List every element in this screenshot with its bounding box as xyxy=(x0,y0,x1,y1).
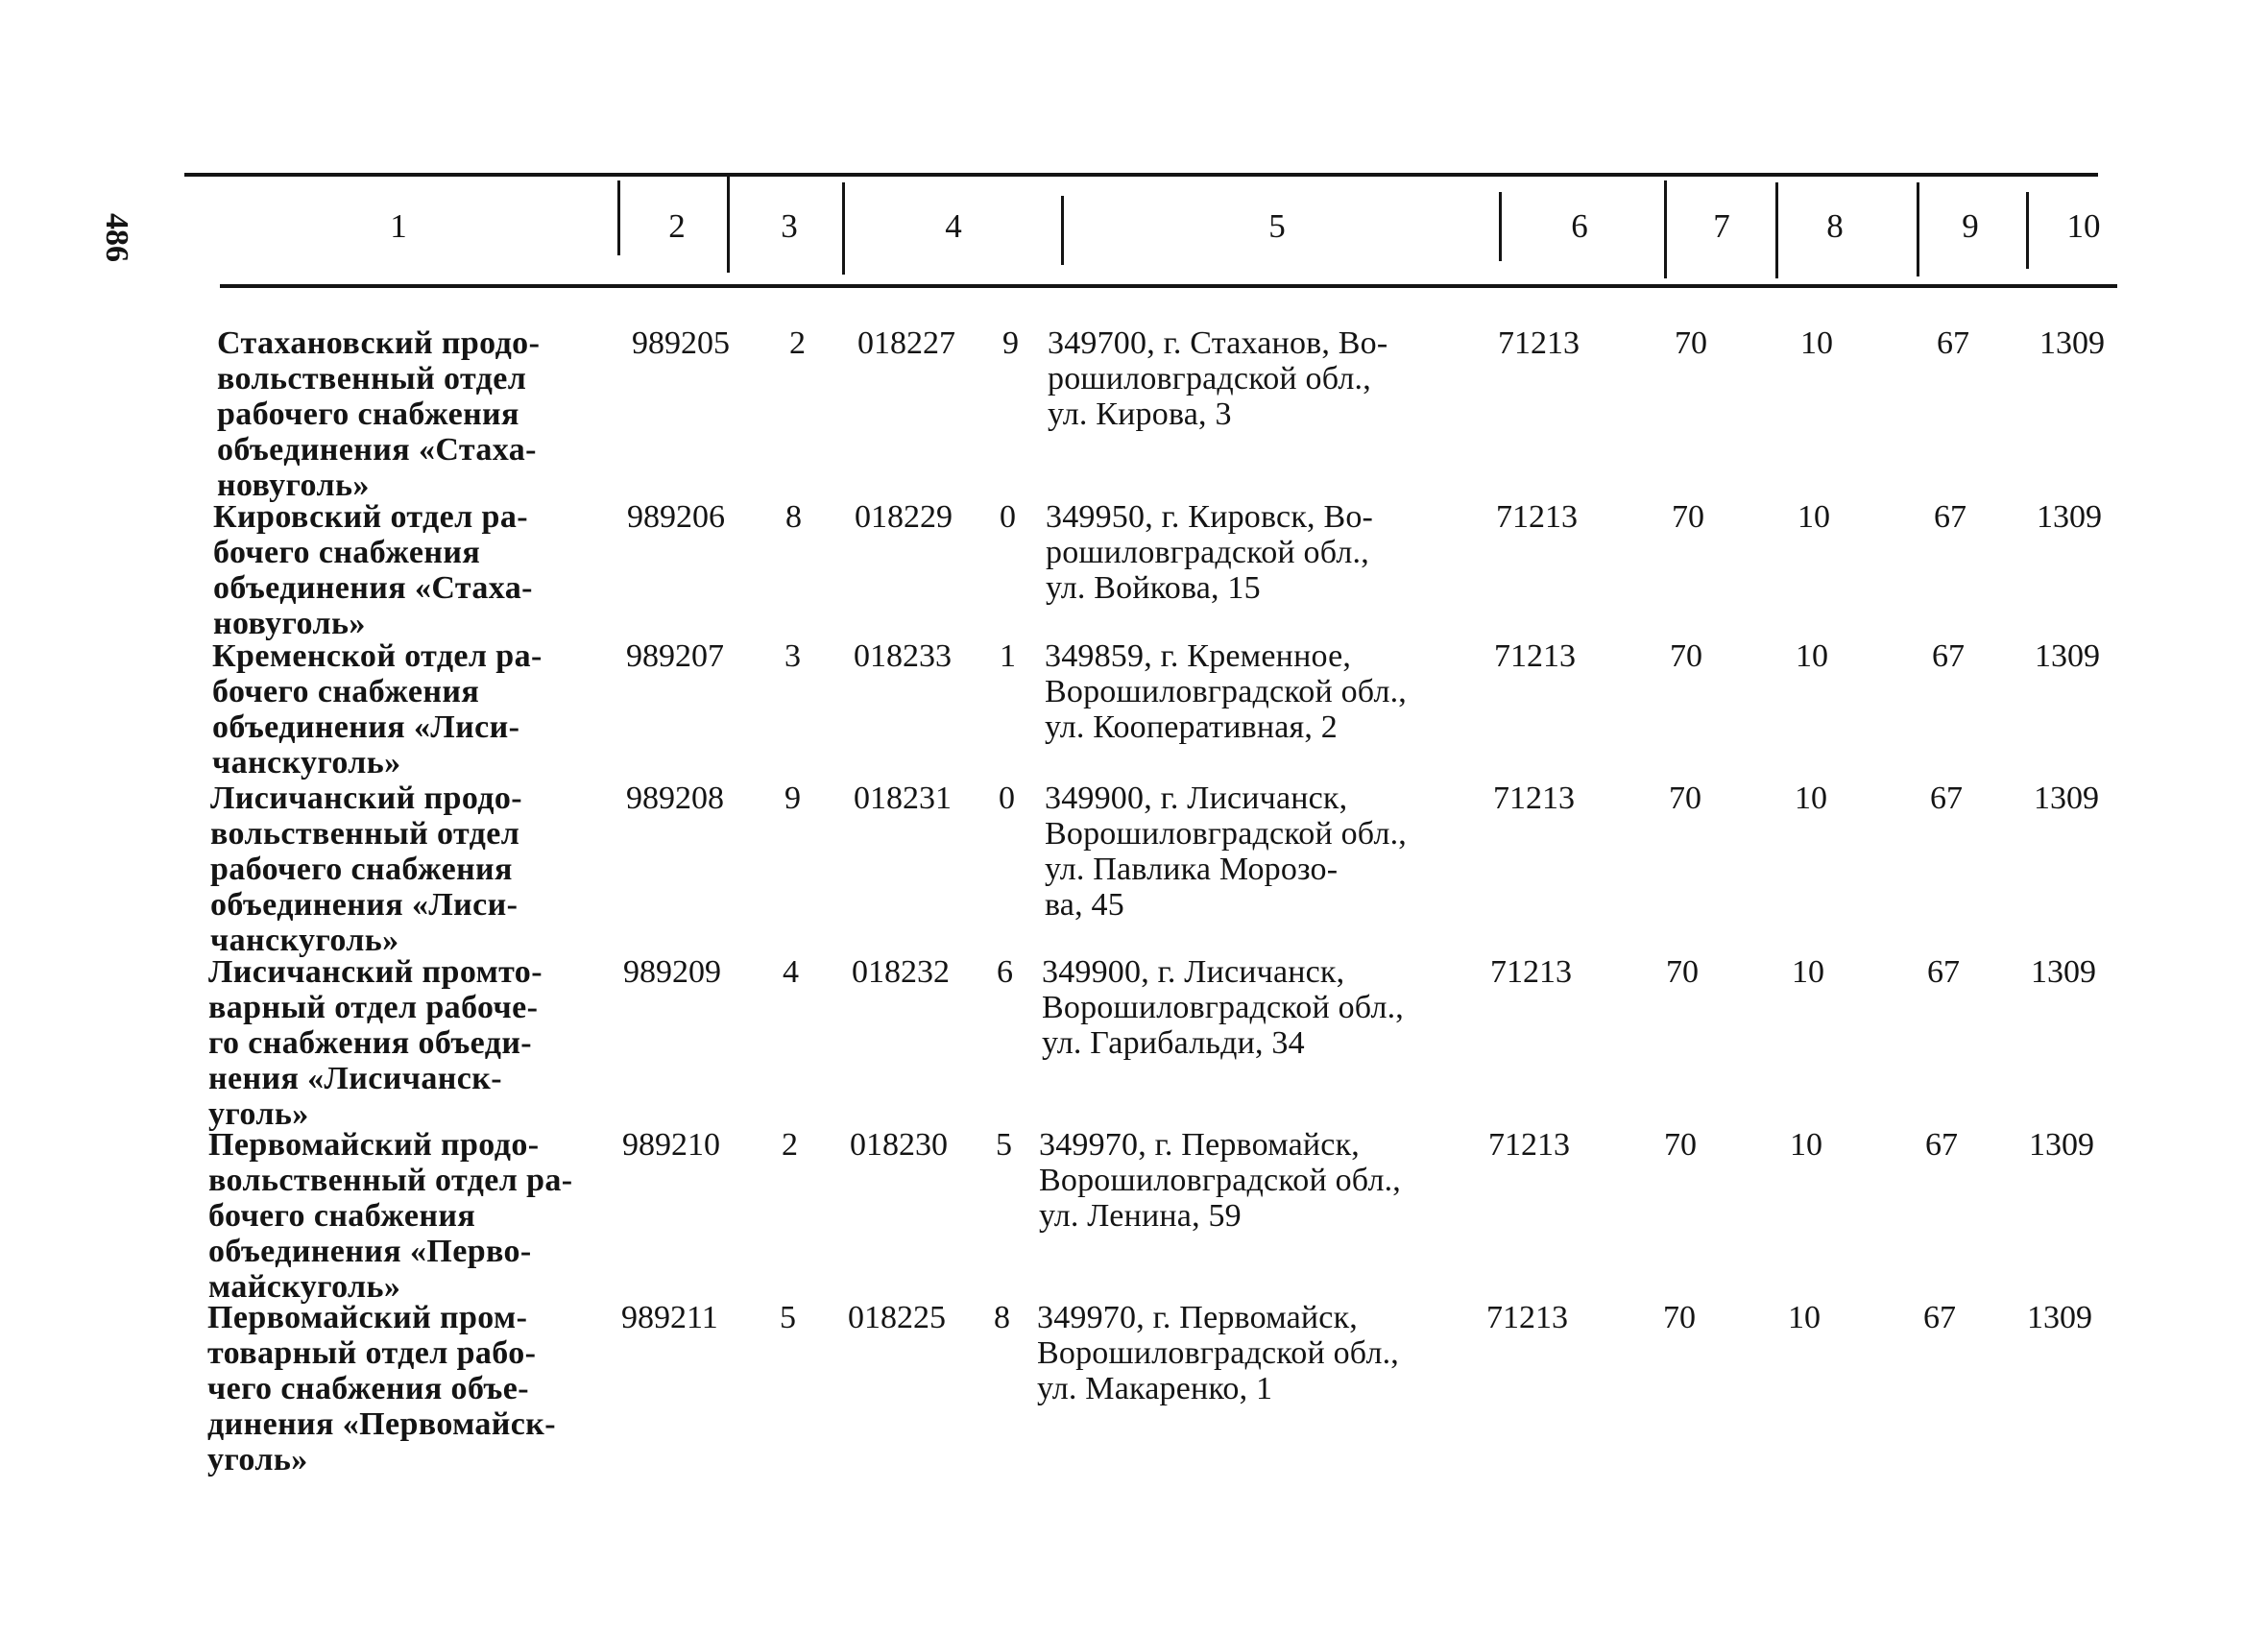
code-col3: 3 xyxy=(784,638,801,674)
code-col6: 71213 xyxy=(1488,1127,1570,1163)
address-line: 349950, г. Кировск, Во- xyxy=(1046,499,1374,535)
code-col3: 5 xyxy=(780,1300,796,1335)
code-col4: 018233 xyxy=(854,638,952,674)
code-col9: 67 xyxy=(1934,499,1966,535)
column-separator xyxy=(1061,196,1064,265)
column-header-6: 6 xyxy=(1571,207,1588,245)
org-name-line: вольственный отдел xyxy=(210,816,520,852)
address-line: ва, 45 xyxy=(1045,887,1124,923)
code-col4-check: 0 xyxy=(1000,499,1016,535)
code-col8: 10 xyxy=(1800,325,1833,361)
code-col4-check: 1 xyxy=(1000,638,1016,674)
address-line: Ворошиловградской обл., xyxy=(1039,1163,1402,1198)
column-header-1: 1 xyxy=(390,207,407,245)
column-header-10: 10 xyxy=(2066,207,2101,245)
address-line: ул. Павлика Морозо- xyxy=(1045,852,1339,887)
org-name-line: новуголь» xyxy=(217,468,370,503)
address-line: Ворошиловградской обл., xyxy=(1045,816,1408,852)
column-header-9: 9 xyxy=(1962,207,1979,245)
code-col8: 10 xyxy=(1792,954,1824,990)
code-col10: 1309 xyxy=(2034,780,2099,816)
org-name-line: объединения «Лиси- xyxy=(210,887,519,923)
code-col10: 1309 xyxy=(2035,638,2100,674)
org-name-line: чего снабжения объе- xyxy=(207,1371,529,1406)
code-col4: 018227 xyxy=(857,325,955,361)
address-line: Ворошиловградской обл., xyxy=(1042,990,1405,1025)
code-col3: 2 xyxy=(789,325,806,361)
code-col3: 2 xyxy=(782,1127,798,1163)
column-header-4: 4 xyxy=(945,207,962,245)
code-col4: 018232 xyxy=(852,954,950,990)
org-name-line: объединения «Перво- xyxy=(208,1234,532,1269)
code-col10: 1309 xyxy=(2037,499,2102,535)
code-col10: 1309 xyxy=(2029,1127,2094,1163)
code-col4: 018230 xyxy=(850,1127,948,1163)
org-name-line: Первомайский пром- xyxy=(207,1300,528,1335)
column-separator xyxy=(2026,192,2029,269)
code-col10: 1309 xyxy=(2039,325,2105,361)
org-name-line: чанскуголь» xyxy=(210,923,399,958)
address-line: 349970, г. Первомайск, xyxy=(1039,1127,1361,1163)
column-separator xyxy=(1917,182,1919,276)
column-header-2: 2 xyxy=(668,207,686,245)
column-header-7: 7 xyxy=(1713,207,1730,245)
org-name-line: бочего снабжения xyxy=(213,535,481,570)
address-line: 349859, г. Кременное, xyxy=(1045,638,1352,674)
org-name-line: динения «Первомайск- xyxy=(207,1406,556,1442)
org-name-line: Первомайский продо- xyxy=(208,1127,540,1163)
org-name-line: Кировский отдел ра- xyxy=(213,499,528,535)
org-name xyxy=(213,499,533,641)
table-top-rule xyxy=(184,173,2098,177)
code-col7: 70 xyxy=(1664,1127,1697,1163)
code-col7: 70 xyxy=(1663,1300,1696,1335)
address-line: рошиловградской обл., xyxy=(1048,361,1371,396)
org-name xyxy=(217,325,540,503)
address xyxy=(1045,780,1407,923)
code-col2: 989211 xyxy=(621,1300,718,1335)
column-separator xyxy=(1775,182,1778,278)
code-col9: 67 xyxy=(1937,325,1969,361)
code-col2: 989210 xyxy=(622,1127,720,1163)
org-name-line: новуголь» xyxy=(213,606,366,641)
org-name-line: Лисичанский продо- xyxy=(210,780,522,816)
address-line: Ворошиловградской обл., xyxy=(1045,674,1408,709)
column-header-8: 8 xyxy=(1826,207,1844,245)
org-name-line: чанскуголь» xyxy=(212,745,401,780)
org-name xyxy=(208,954,543,1132)
org-name-line: вольственный отдел ра- xyxy=(208,1163,573,1198)
code-col9: 67 xyxy=(1930,780,1963,816)
org-name-line: бочего снабжения xyxy=(208,1198,476,1234)
code-col6: 71213 xyxy=(1490,954,1572,990)
code-col4: 018229 xyxy=(855,499,953,535)
org-name-line: объединения «Лиси- xyxy=(212,709,520,745)
org-name xyxy=(208,1127,573,1305)
code-col4-check: 9 xyxy=(1002,325,1019,361)
column-header-3: 3 xyxy=(781,207,798,245)
code-col8: 10 xyxy=(1796,638,1828,674)
code-col7: 70 xyxy=(1675,325,1707,361)
page-number: 486 xyxy=(99,213,134,262)
org-name xyxy=(207,1300,556,1477)
code-col2: 989207 xyxy=(626,638,724,674)
address-line: ул. Ленина, 59 xyxy=(1039,1198,1242,1234)
org-name-line: рабочего снабжения xyxy=(217,396,519,432)
address-line: ул. Войкова, 15 xyxy=(1046,570,1261,606)
code-col6: 71213 xyxy=(1493,780,1575,816)
address-line: ул. Кирова, 3 xyxy=(1048,396,1232,432)
org-name-line: товарный отдел рабо- xyxy=(207,1335,537,1371)
code-col8: 10 xyxy=(1788,1300,1821,1335)
address-line: ул. Кооперативная, 2 xyxy=(1045,709,1338,745)
org-name-line: уголь» xyxy=(207,1442,308,1477)
address xyxy=(1048,325,1387,432)
address-line: 349900, г. Лисичанск, xyxy=(1045,780,1348,816)
code-col6: 71213 xyxy=(1486,1300,1568,1335)
code-col8: 10 xyxy=(1798,499,1830,535)
org-name-line: Кременской отдел ра- xyxy=(212,638,543,674)
address-line: Ворошиловградской обл., xyxy=(1037,1335,1400,1371)
code-col7: 70 xyxy=(1670,638,1702,674)
address-line: 349970, г. Первомайск, xyxy=(1037,1300,1359,1335)
code-col9: 67 xyxy=(1925,1127,1958,1163)
code-col8: 10 xyxy=(1795,780,1827,816)
code-col10: 1309 xyxy=(2027,1300,2092,1335)
code-col4-check: 5 xyxy=(996,1127,1012,1163)
org-name-line: го снабжения объеди- xyxy=(208,1025,533,1061)
org-name xyxy=(210,780,522,958)
code-col7: 70 xyxy=(1672,499,1704,535)
address-line: рошиловградской обл., xyxy=(1046,535,1369,570)
code-col4-check: 6 xyxy=(997,954,1013,990)
code-col6: 71213 xyxy=(1494,638,1576,674)
code-col2: 989205 xyxy=(632,325,730,361)
address xyxy=(1037,1300,1399,1406)
org-name-line: нения «Лисичанск- xyxy=(208,1061,502,1096)
code-col3: 8 xyxy=(785,499,802,535)
code-col4: 018225 xyxy=(848,1300,946,1335)
org-name xyxy=(212,638,543,780)
code-col7: 70 xyxy=(1666,954,1699,990)
column-separator xyxy=(842,182,845,275)
org-name-line: Лисичанский промто- xyxy=(208,954,543,990)
code-col7: 70 xyxy=(1669,780,1701,816)
code-col9: 67 xyxy=(1932,638,1965,674)
org-name-line: рабочего снабжения xyxy=(210,852,513,887)
org-name-line: Стахановский продо- xyxy=(217,325,541,361)
address-line: ул. Гарибальди, 34 xyxy=(1042,1025,1305,1061)
column-separator xyxy=(1664,180,1667,278)
address xyxy=(1045,638,1407,745)
address-line: 349700, г. Стаханов, Во- xyxy=(1048,325,1388,361)
code-col8: 10 xyxy=(1790,1127,1822,1163)
address xyxy=(1046,499,1373,606)
code-col3: 4 xyxy=(783,954,799,990)
code-col9: 67 xyxy=(1927,954,1960,990)
org-name-line: объединения «Стаха- xyxy=(217,432,537,468)
table-header-rule xyxy=(220,284,2117,288)
org-name-line: варный отдел рабоче- xyxy=(208,990,539,1025)
code-col3: 9 xyxy=(784,780,801,816)
code-col6: 71213 xyxy=(1496,499,1578,535)
code-col9: 67 xyxy=(1923,1300,1956,1335)
address xyxy=(1039,1127,1401,1234)
column-separator xyxy=(727,177,730,273)
code-col4-check: 8 xyxy=(994,1300,1010,1335)
code-col2: 989209 xyxy=(623,954,721,990)
code-col6: 71213 xyxy=(1498,325,1580,361)
code-col10: 1309 xyxy=(2031,954,2096,990)
code-col2: 989206 xyxy=(627,499,725,535)
column-separator xyxy=(1499,192,1502,261)
code-col4-check: 0 xyxy=(999,780,1015,816)
address xyxy=(1042,954,1404,1061)
address-line: 349900, г. Лисичанск, xyxy=(1042,954,1345,990)
code-col2: 989208 xyxy=(626,780,724,816)
address-line: ул. Макаренко, 1 xyxy=(1037,1371,1273,1406)
code-col4: 018231 xyxy=(854,780,952,816)
column-header-5: 5 xyxy=(1268,207,1286,245)
org-name-line: уголь» xyxy=(208,1096,309,1132)
org-name-line: бочего снабжения xyxy=(212,674,480,709)
org-name-line: майскуголь» xyxy=(208,1269,401,1305)
org-name-line: объединения «Стаха- xyxy=(213,570,533,606)
column-separator xyxy=(617,180,620,255)
org-name-line: вольственный отдел xyxy=(217,361,527,396)
